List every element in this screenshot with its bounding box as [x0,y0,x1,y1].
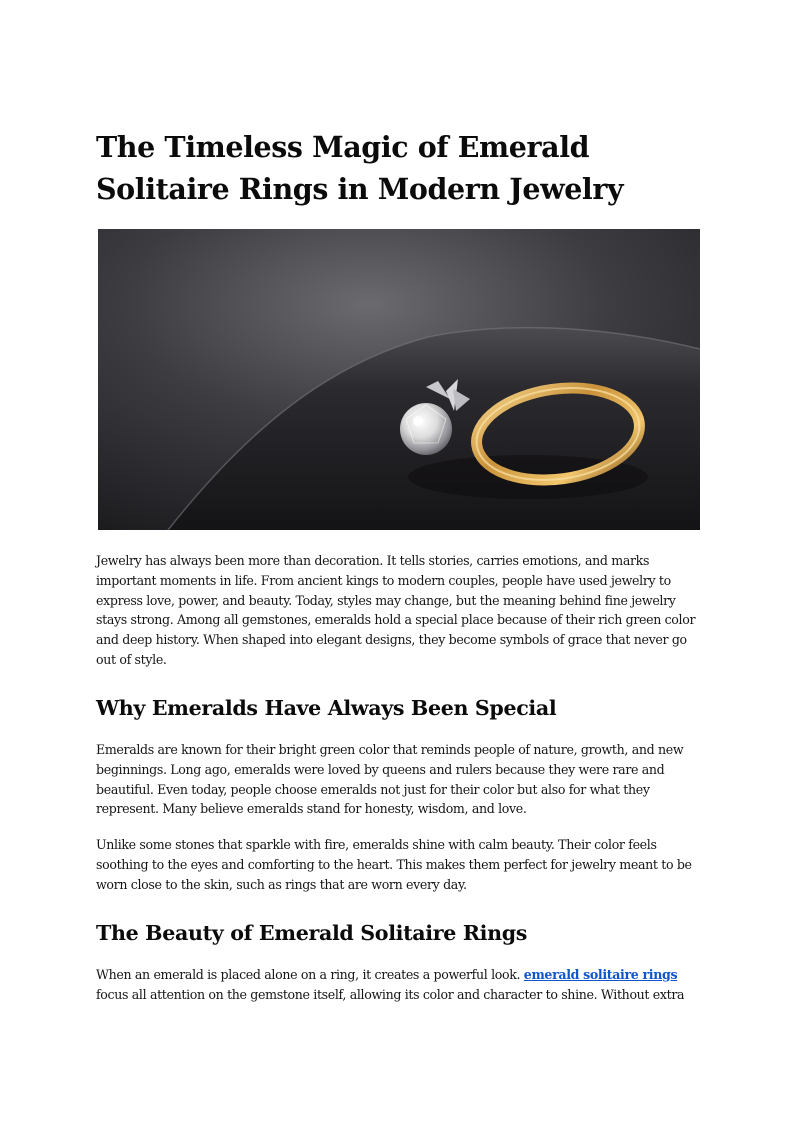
section1-paragraph-2: Unlike some stones that sparkle with fire, emeralds shine with calm beauty. Their color feels soothing to the eyes and comforting to the heart. This makes them perfect for jewelry meant to be worn close to the skin, such as rings that are worn every day. [96,837,692,892]
section2-paragraph-1 [96,965,702,1005]
section2-text-before-link: When an emerald is placed alone on a ring, it creates a powerful look. [96,967,524,982]
section1-paragraph-1: Emeralds are known for their bright green color that reminds people of nature, growth, and new beginnings. Long ago, emeralds were loved by queens and rulers because they were rare and beautiful. Even today, people choose emeralds not just for their color but also for what they represent. Many believe emeralds stand for honesty, wisdom, and love. [96,742,684,817]
hero-image [98,229,700,530]
emerald-solitaire-rings-link[interactable]: emerald solitaire rings [523,967,678,982]
intro-paragraph: Jewelry has always been more than decoration. It tells stories, carries emotions, and marks important moments in life. From ancient kings to modern couples, people have used jewelry to express love, power, and beauty. Today, styles may change, but the meaning behind fine jewelry stays strong. Among all gemstones, emeralds hold a special place because of their rich green color and deep history. When shaped into elegant designs, they become symbols of grace that never go out of style. [96,553,696,667]
section-heading-why-emeralds: Why Emeralds Have Always Been Special [96,696,557,720]
section-heading-beauty: The Beauty of Emerald Solitaire Rings [96,921,527,945]
ring-photo [98,229,700,530]
section2-text-after-link: focus all attention on the gemstone itself, allowing its color and character to shine. Without extra [96,986,685,1002]
page-title: The Timeless Magic of Emerald Solitaire Rings in Modern Jewelry [96,130,624,206]
